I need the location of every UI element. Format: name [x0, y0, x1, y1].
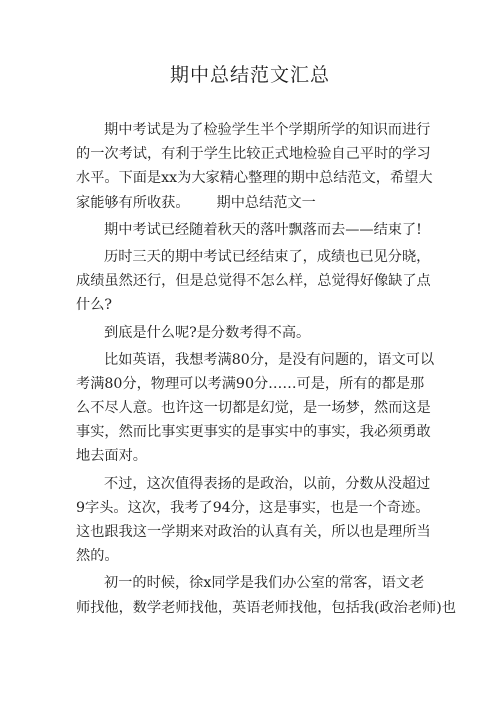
document-body: [76, 118, 456, 620]
paragraph-line: 师找他，数学老师找他，英语老师找他，包括我(政治老师)也: [76, 599, 456, 616]
paragraph-line: 的一次考试，有利于学生比较正式地检验自己平时的学习: [76, 146, 431, 163]
paragraph-line: 家能够有所收获。 期中总结范文一: [76, 194, 316, 211]
paragraph-line: 比如英语，我想考满80分，是没有问题的，语文可以: [104, 351, 435, 368]
document-title: 期中总结范文汇总: [169, 64, 330, 86]
paragraph-line: 这也跟我这一学期来对政治的认真有关，所以也是理所当: [76, 524, 431, 540]
paragraph-line: 9字头。这次，我考了94分，这是事实，也是一个奇迹。: [76, 499, 430, 516]
paragraph-line: 事实，然而比事实更事实的是事实中的事实，我必须勇敢: [76, 424, 431, 441]
paragraph-line: 什么?: [76, 297, 112, 314]
paragraph-line: 考满80分，物理可以考满90分……可是，所有的都是那: [76, 375, 425, 392]
paragraph-line: 然的。: [76, 548, 119, 565]
paragraph-line: 期中考试是为了检验学生半个学期所学的知识而进行: [104, 122, 431, 138]
paragraph-line: 初一的时候，徐x同学是我们办公室的常客，语文老: [104, 575, 425, 592]
paragraph-line: 历时三天的期中考试已经结束了，成绩也已见分晓，: [104, 248, 431, 265]
paragraph-line: 期中考试已经随着秋天的落叶飘落而去——结束了!: [104, 221, 422, 238]
paragraph-line: 不过，这次值得表扬的是政治，以前，分数从没超过: [104, 475, 431, 492]
paragraph-line: 到底是什么呢?是分数考得不高。: [104, 324, 311, 341]
paragraph-line: 成绩虽然还行，但是总觉得不怎么样，总觉得好像缺了点: [76, 273, 431, 290]
paragraph-line: 地去面对。: [76, 448, 147, 465]
paragraph-line: 么不尽人意。也许这一切都是幻觉，是一场梦，然而这是: [76, 400, 431, 417]
paragraph-line: 水平。下面是xx为大家精心整理的期中总结范文，希望大: [76, 170, 433, 187]
